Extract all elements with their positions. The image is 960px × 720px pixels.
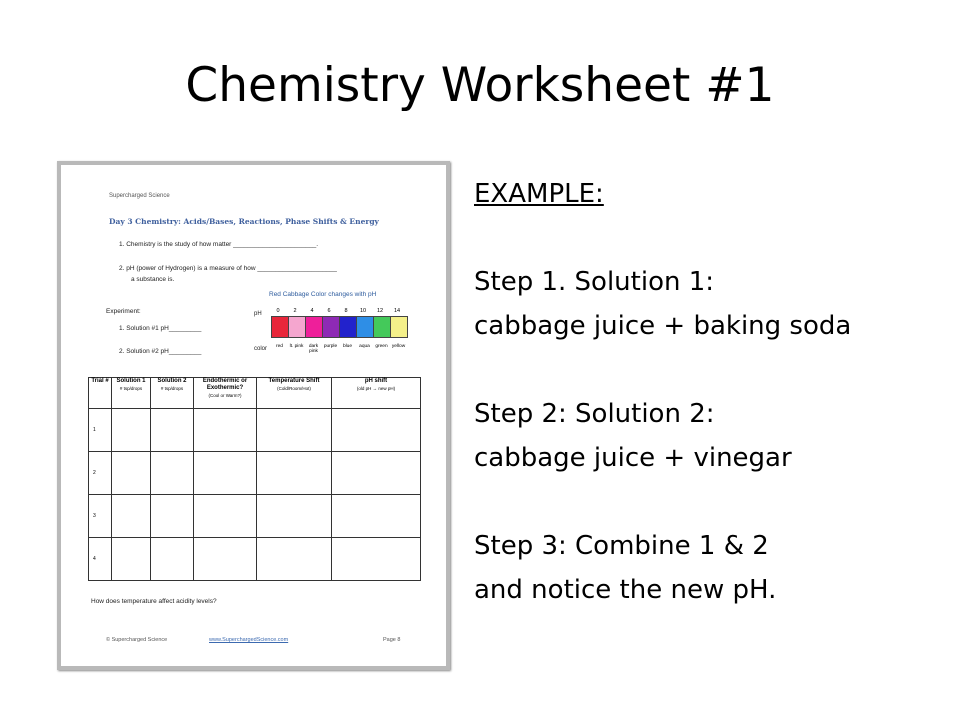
- table-header: [257, 378, 332, 409]
- footer-link[interactable]: www.SuperchargedScience.com: [209, 637, 289, 643]
- table-cell: [151, 409, 194, 452]
- table-header-label: Solution 2: [157, 378, 187, 384]
- ph-number: 4: [310, 308, 314, 314]
- table-header: [112, 378, 151, 409]
- trial-number-cell: 4: [89, 538, 112, 581]
- trial-number-cell: 3: [89, 495, 112, 538]
- example-heading: EXAMPLE:: [474, 179, 604, 209]
- table-cell: [112, 538, 151, 581]
- table-header-sub: (old pH → new pH): [356, 386, 396, 391]
- table-row: [89, 495, 421, 538]
- table-header-sub: (Cold/Room/Hot): [277, 386, 311, 391]
- ph-color-label: color: [254, 346, 268, 352]
- ph-number: 10: [359, 308, 367, 314]
- trial-number-cell: 1: [89, 409, 112, 452]
- table-header: [332, 378, 421, 409]
- question-2-cont: a substance is.: [131, 276, 175, 283]
- step-2-detail: cabbage juice + vinegar: [474, 443, 792, 473]
- table-cell: [112, 495, 151, 538]
- worksheet-image: [57, 161, 450, 670]
- ph-number: 8: [344, 308, 348, 314]
- worksheet-heading: Day 3 Chemistry: Acids/Bases, Reactions, Phase Shifts & Energy: [109, 217, 379, 226]
- worksheet-brand: Supercharged Science: [109, 193, 170, 199]
- table-cell: [194, 409, 257, 452]
- ph-color-name: aqua: [359, 344, 370, 349]
- ph-swatch: [374, 317, 391, 337]
- table-cell: [332, 409, 421, 452]
- ph-number: 0: [276, 308, 280, 314]
- ph-swatch: [289, 317, 306, 337]
- temperature-question: How does temperature affect acidity levels?: [91, 598, 217, 605]
- table-cell: [257, 452, 332, 495]
- trial-number-cell: 2: [89, 452, 112, 495]
- table-cell: [332, 538, 421, 581]
- ph-axis-label: pH: [254, 311, 262, 317]
- ph-color-name: lt. pink: [289, 344, 304, 349]
- ph-chart-heading: Red Cabbage Color changes with pH: [269, 291, 377, 298]
- table-header-sub: # tsp/drops: [160, 386, 184, 391]
- experiment-label: Experiment:: [106, 308, 141, 315]
- footer-page: Page 8: [383, 637, 401, 643]
- ph-color-name: green: [375, 344, 388, 349]
- ph-swatch: [391, 317, 407, 337]
- table-cell: [151, 495, 194, 538]
- table-cell: [194, 538, 257, 581]
- table-cell: [257, 495, 332, 538]
- ph-color-name: purple: [323, 344, 338, 349]
- worksheet-page: [61, 165, 446, 666]
- ph-number: 2: [293, 308, 297, 314]
- ph-number: 12: [376, 308, 384, 314]
- ph-swatch: [272, 317, 289, 337]
- table-cell: [112, 409, 151, 452]
- table-header-sub: # tsp/drops: [119, 386, 143, 391]
- table-cell: [194, 452, 257, 495]
- ph-color-scale: [271, 316, 408, 338]
- question-1: 1. Chemistry is the study of how matter _______________________.: [119, 241, 319, 248]
- ph-swatch: [323, 317, 340, 337]
- ph-color-name: yellow: [391, 344, 406, 349]
- solution-2-line: 2. Solution #2 pH_________: [119, 348, 202, 355]
- ph-number: 6: [327, 308, 331, 314]
- footer-copyright: © Supercharged Science: [106, 637, 168, 643]
- table-cell: [257, 538, 332, 581]
- table-row: [89, 452, 421, 495]
- table-cell: [151, 538, 194, 581]
- table-header-label: pH shift: [364, 378, 388, 384]
- trial-table: [88, 377, 421, 581]
- table-header: [89, 378, 112, 409]
- table-header: [151, 378, 194, 409]
- ph-swatch: [340, 317, 357, 337]
- table-row: [89, 409, 421, 452]
- table-cell: [257, 409, 332, 452]
- step-2-title: Step 2: Solution 2:: [474, 399, 715, 429]
- table-header: [194, 378, 257, 409]
- ph-color-name: blue: [342, 344, 353, 349]
- steps-panel: [474, 172, 954, 612]
- question-2: 2. pH (power of Hydrogen) is a measure of how ______________________: [119, 265, 337, 272]
- ph-swatch: [306, 317, 323, 337]
- table-header-label: Endothermic or Exothermic?: [202, 378, 248, 391]
- slide-title: Chemistry Worksheet #1: [185, 58, 775, 113]
- table-cell: [332, 452, 421, 495]
- step-1-title: Step 1. Solution 1:: [474, 267, 715, 297]
- ph-number: 14: [393, 308, 401, 314]
- ph-color-name: red: [276, 344, 283, 349]
- step-1-detail: cabbage juice + baking soda: [474, 311, 852, 341]
- ph-swatch: [357, 317, 374, 337]
- table-cell: [151, 452, 194, 495]
- solution-1-line: 1. Solution #1 pH_________: [119, 325, 202, 332]
- table-header-label: Solution 1: [116, 378, 146, 384]
- ph-color-name: dark pink: [308, 344, 319, 354]
- table-cell: [112, 452, 151, 495]
- table-cell: [194, 495, 257, 538]
- step-3-detail: and notice the new pH.: [474, 575, 777, 605]
- table-header-label: Temperature Shift: [268, 378, 320, 384]
- step-3-title: Step 3: Combine 1 & 2: [474, 531, 769, 561]
- table-row: [89, 538, 421, 581]
- table-cell: [332, 495, 421, 538]
- table-header-sub: (Cool or Warm?): [208, 393, 242, 398]
- table-header-label: Trial #: [91, 378, 109, 384]
